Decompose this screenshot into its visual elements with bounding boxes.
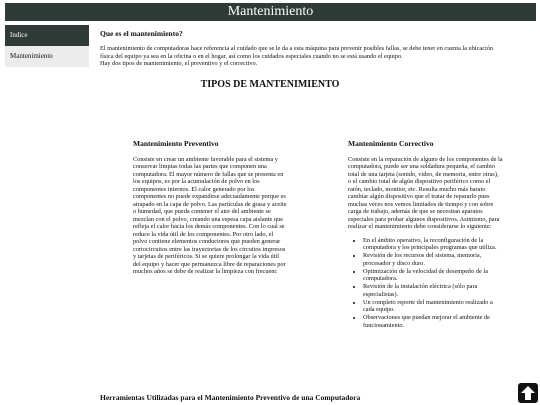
list-item: • Un completo reporte del mantenimiento realizado a cada equipo. — [363, 299, 503, 314]
page-title: Mantenimiento — [227, 4, 314, 19]
tipos-heading: TIPOS DE MANTENIMIENTO — [200, 79, 340, 90]
intro-heading: Que es el mantenimiento? — [100, 29, 183, 38]
intro-types-line: Hay dos tipos de mantenimiento, el preventivo y el correctivo. — [100, 59, 258, 67]
correctivo-section — [348, 140, 503, 330]
correctivo-list — [348, 237, 503, 330]
preventivo-section — [133, 140, 288, 276]
list-item: • Optimización de la velocidad de desempeño de la computadora. — [363, 268, 503, 283]
correctivo-title: Mantenimiento Correctivo — [348, 139, 434, 148]
list-item: • Revisión de los recursos del sistema, memoria, procesador y disco duro. — [363, 252, 503, 267]
intro-paragraph: El mantenimiento de computadoras hace referencia al cuidado que se le da a esta máquina para prevenir posibles fallas, se debe tener en cuenta la ubicación física del equipo ya sea en la oficina o en el hogar, así como los cuidados especiales cuando no se está usando el equipo. — [100, 45, 494, 60]
arrow-up-icon — [518, 383, 538, 403]
scroll-to-top-button[interactable] — [518, 383, 538, 403]
page-header — [5, 3, 536, 21]
list-item: • Revisión de la instalación eléctrica (sólo para especialistas). — [363, 283, 503, 298]
preventivo-text: Consiste en crear un ambiente favorable para el sistema y conservar limpias todas las partes que componen una computadora. El mayor número de fallas que se presenta en los equipos, es por la acumulación de polvo en los componentes internos. El calor generado por los componentes no puede expandirse adecuadamente porque es atrapado en la capa de polvo. Las partículas de grasa y aceite o humedad, que pueda contener el aire del ambiente se mezclan con el polvo, creando una espesa capa aislante que refleja el calor hacia los demás componentes. Con lo cual se reduce la vida útil de los componentes. Por otro lado, el polvo contiene elementos conductores que pueden generar cortocircuitos entre las trayectorias de los circuitos impresos y tarjetas de periféricos. Si se quiere prolongar la vida útil del equipo y hacer que permanezca libre de reparaciones por muchos años se debe de realizar la limpieza con frecuenc — [133, 155, 287, 275]
herramientas-heading: Herramientas Utilizadas para el Mantenimiento Preventivo de una Computadora — [100, 393, 361, 402]
intro-section — [100, 30, 500, 67]
sidebar — [5, 25, 89, 67]
sidebar-item-indice[interactable]: Indice — [5, 25, 89, 46]
list-item: • Observaciones que puedan mejorar el ambiente de funcionamiento. — [363, 314, 503, 329]
sidebar-item-mantenimiento[interactable]: Mantenimiento — [10, 52, 53, 60]
preventivo-title: Mantenimiento Preventivo — [133, 139, 219, 148]
correctivo-text: Consiste en la reparación de alguno de los componentes de la computadora, puede ser una soldadura pequeña, el cambio total de una tarjeta (sonido, video, de memoria, entre otras), o el cambio total de algún dispositivo periférico como el ratón, teclado, monitor, etc. Resulta mucho más barato cambiar algún dispositivo que el tratar de repararlo pues muchas veces nos vemos limitados de tiempo y con sobre carga de trabajo, además de que se necesitan aparatos especiales para probar algunos dispositivos. Asimismo, para realizar el mantenimiento debe considerarse lo siguiente: — [348, 155, 503, 230]
list-item: • En el ámbito operativo, la reconfiguración de la computadora y los principales programas que utiliza. — [363, 237, 503, 252]
